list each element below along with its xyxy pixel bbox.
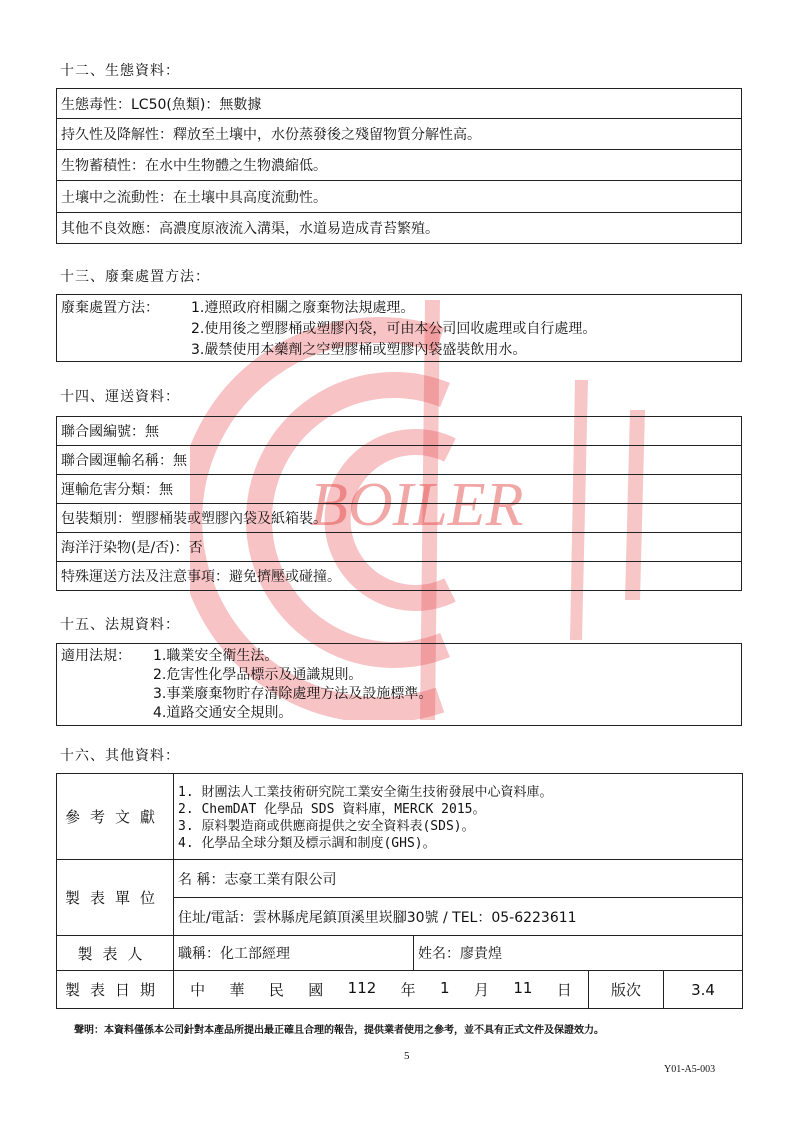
ecology-row: 持久性及降解性：釋放至土壤中，水份蒸發後之殘留物質分解性高。: [57, 119, 742, 150]
date-part: 112: [347, 979, 377, 997]
disposal-box: [56, 294, 742, 362]
reference-item: 2. ChemDAT 化學品 SDS 資料庫，MERCK 2015。: [178, 801, 486, 817]
section-14-title: 十四、運送資料：: [60, 389, 180, 405]
preparer-label: 製表人: [57, 936, 174, 971]
section-12-title: 十二、生態資料：: [60, 63, 180, 79]
date-part: 1: [440, 979, 450, 997]
date-part: 年: [400, 981, 416, 999]
version-label: 版次: [589, 971, 664, 1009]
date-part: 中: [190, 981, 206, 999]
regulation-box: [56, 643, 742, 726]
watermark-text: BOILER: [310, 471, 524, 539]
company-address: 住址/電話：雲林縣虎尾鎮頂溪里崁腳30號 / TEL：05-6223611: [174, 898, 743, 936]
regulation-label: 適用法規：: [61, 648, 131, 664]
date-label: 製表日期: [57, 971, 174, 1009]
reference-item: 3. 原料製造商或供應商提供之安全資料表(SDS)。: [178, 818, 475, 834]
date-part: 國: [308, 981, 324, 999]
date-part: 月: [473, 981, 489, 999]
disposal-item: 3.嚴禁使用本藥劑之空塑膠桶或塑膠內袋盛裝飲用水。: [191, 342, 527, 358]
version-value: 3.4: [664, 971, 743, 1009]
company-name: 名 稱：志豪工業有限公司: [174, 860, 743, 898]
transport-row: 聯合國運輸名稱：無: [57, 446, 742, 475]
transport-row: 運輸危害分類：無: [57, 475, 742, 504]
ecology-row: 生物蓄積性：在水中生物體之生物濃縮低。: [57, 150, 742, 181]
other-info-table: [56, 773, 743, 1009]
disposal-item: 1.遵照政府相關之廢棄物法規處理。: [191, 300, 415, 316]
regulation-item: 1.職業安全衛生法。: [153, 648, 279, 664]
date-part: 11: [513, 979, 533, 997]
document-code: Y01-A5-003: [664, 1064, 716, 1075]
regulation-item: 3.事業廢棄物貯存清除處理方法及設施標準。: [153, 686, 433, 702]
disposal-item: 2.使用後之塑膠桶或塑膠內袋，可由本公司回收處理或自行處理。: [191, 321, 597, 337]
ecology-row: 土壤中之流動性：在土壤中具高度流動性。: [57, 181, 742, 213]
ecology-table: [56, 88, 742, 244]
prepared-date: [178, 979, 584, 1000]
transport-row: 聯合國編號：無: [57, 417, 742, 446]
transport-row: 海洋汙染物(是/否)：否: [57, 533, 742, 562]
section-15-title: 十五、法規資料：: [60, 617, 180, 633]
unit-label: 製表單位: [57, 860, 174, 936]
date-part: 華: [229, 981, 245, 999]
transport-row: 特殊運送方法及注意事項：避免擠壓或碰撞。: [57, 562, 742, 591]
reference-item: 1. 財團法人工業技術研究院工業安全衛生技術發展中心資料庫。: [178, 784, 553, 800]
date-part: 日: [556, 981, 572, 999]
preparer-title: 職稱：化工部經理: [174, 936, 414, 971]
section-16-title: 十六、其他資料：: [60, 748, 180, 764]
disposal-label: 廢棄處置方法：: [61, 300, 159, 316]
transport-row: 包裝類別：塑膠桶裝或塑膠內袋及紙箱裝。: [57, 504, 742, 533]
section-13-title: 十三、廢棄處置方法：: [60, 269, 210, 285]
ecology-row: 其他不良效應：高濃度原液流入溝渠，水道易造成青苔繁殖。: [57, 213, 742, 244]
reference-item: 4. 化學品全球分類及標示調和制度(GHS)。: [178, 835, 436, 851]
page-number: 5: [404, 1050, 410, 1062]
regulation-item: 4.道路交通安全規則。: [153, 705, 293, 721]
disclaimer: 聲明：本資料僅係本公司針對本產品所提出最正確且合理的報告，提供業者使用之參考，並不具有正式文件及保證效力。: [74, 1025, 604, 1036]
transport-table: [56, 416, 742, 591]
references-label: 參考文獻: [57, 774, 174, 860]
preparer-name: 姓名：廖貴煌: [414, 936, 743, 971]
ecology-row: 生態毒性：LC50(魚類)：無數據: [57, 89, 742, 119]
date-part: 民: [268, 981, 284, 999]
regulation-item: 2.危害性化學品標示及通識規則。: [153, 667, 363, 683]
